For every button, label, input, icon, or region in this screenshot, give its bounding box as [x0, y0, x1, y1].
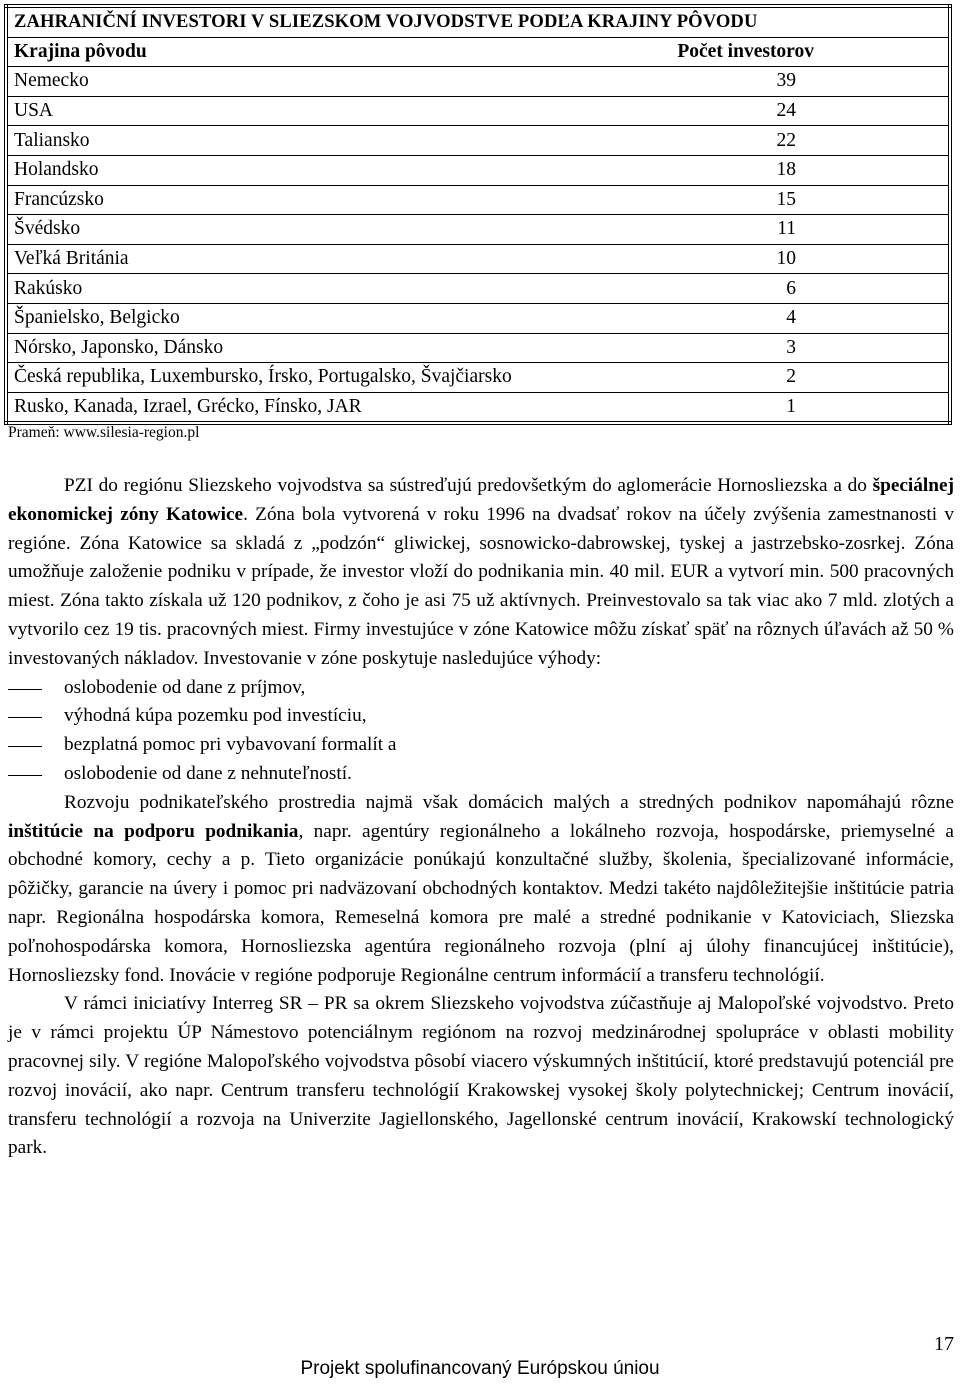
table-title: ZAHRANIČNÍ INVESTORI V SLIEZSKOM VOJVODSTVE PODĽA KRAJINY PÔVODU — [14, 11, 758, 33]
list-item: oslobodenie od dane z nehnuteľností. — [8, 760, 954, 789]
country-cell: Španielsko, Belgicko — [6, 303, 671, 333]
country-cell: Veľká Británia — [6, 244, 671, 274]
paragraph-1-text-a: PZI do regiónu Sliezskeho vojvodstva sa sústreďujú predovšetkým do aglomerácie Hornosliezska a do — [64, 475, 873, 496]
count-cell: 24 — [671, 96, 950, 126]
column-header-count: Počet investorov — [671, 37, 950, 67]
table-row — [6, 392, 950, 423]
table-row — [6, 215, 950, 245]
count-cell: 10 — [671, 244, 950, 274]
country-cell: Nórsko, Japonsko, Dánsko — [6, 333, 671, 363]
country-cell: USA — [6, 96, 671, 126]
body-text — [8, 472, 954, 1163]
count-cell: 2 — [671, 363, 950, 393]
count-cell: 39 — [671, 67, 950, 97]
count-cell: 18 — [671, 155, 950, 185]
paragraph-1-text-b: . Zóna bola vytvorená v roku 1996 na dvadsať rokov na účely zvýšenia zamestnanosti v regióne. Zóna Katowice sa skladá z „podzón“ gliwickej, sosnowicko-dabrowskej, tyskej a jastrzebsko-zosrkej. Zóna umožňuje založenie podniku v prípade, že investor vloží do podnikania min. 40 mil. EUR a vytvorí min. 500 pracovných miest. Zóna takto získala už 120 podnikov, z čoho je asi 75 už aktívnych. Preinvestovalo sa tak viac ako 7 mld. zlotých a vytvorilo cez 19 tis. pracovných miest. Firmy investujúce v zóne Katowice môžu získať späť na rôznych úľavách až 50 % investovaných nákladov. Investovanie v zóne poskytuje nasledujúce výhody: — [8, 503, 955, 669]
country-cell: Rusko, Kanada, Izrael, Grécko, Fínsko, JAR — [6, 392, 671, 423]
table-row — [6, 96, 950, 126]
page-footer: Projekt spolufinancovaný Európskou úniou — [300, 1358, 660, 1379]
table-row — [6, 67, 950, 97]
table-row — [6, 363, 950, 393]
paragraph-2-bold: inštitúcie na podporu podnikania — [8, 820, 299, 842]
table-row — [6, 126, 950, 156]
paragraph-2-text-b: , napr. agentúry regionálneho a lokálneho rozvoja, hospodárske, priemyselné a obchodné komory, cechy a p. Tieto organizácie ponúkajú konzultačné služby, školenia, špecializované informácie, pôžičky, garancie na úvery i pomoc pri nadväzovaní obchodných kontaktov. Medzi takéto najdôležitejšie inštitúcie patria napr. Regionálna hospodárska komora, Remeselná komora pre malé a stredné podnikanie v Katoviciach, Sliezska poľnohospodárska komora, Hornosliezska agentúra regionálneho rozvoja (plní aj úlohy financujúcej inštitúcie), Hornosliezsky fond. Inovácie v regióne podporuje Regionálne centrum informácií a transferu technológií. — [8, 820, 954, 986]
table-row — [6, 155, 950, 185]
country-cell: Francúzsko — [6, 185, 671, 215]
investors-table — [4, 4, 952, 425]
list-item: bezplatná pomoc pri vybavovaní formalít a — [8, 731, 954, 760]
paragraph-2-text-a: Rozvoju podnikateľského prostredia najmä však domácich malých a stredných podnikov napomáhajú rôzne — [64, 791, 954, 813]
list-item: výhodná kúpa pozemku pod investíciu, — [8, 702, 954, 731]
list-item: oslobodenie od dane z príjmov, — [8, 674, 954, 703]
table-title-row — [6, 6, 950, 37]
table-row — [6, 303, 950, 333]
table-row — [6, 244, 950, 274]
country-cell: Holandsko — [6, 155, 671, 185]
count-cell: 3 — [671, 333, 950, 363]
count-cell: 15 — [671, 185, 950, 215]
country-cell: Taliansko — [6, 126, 671, 156]
table-row — [6, 274, 950, 304]
paragraph-2 — [8, 789, 954, 991]
table-row — [6, 333, 950, 363]
country-cell: Nemecko — [6, 67, 671, 97]
count-cell: 11 — [671, 215, 950, 245]
page-number: 17 — [934, 1333, 954, 1355]
table-header-row — [6, 37, 950, 67]
paragraph-1-bold: špeciálnej ekonomickej zóny Katowice — [8, 475, 954, 525]
table-row — [6, 185, 950, 215]
country-cell: Česká republika, Luxembursko, Írsko, Portugalsko, Švajčiarsko — [6, 363, 671, 393]
country-cell: Švédsko — [6, 215, 671, 245]
country-cell: Rakúsko — [6, 274, 671, 304]
count-cell: 1 — [671, 392, 950, 423]
paragraph-1 — [8, 472, 954, 674]
column-header-country: Krajina pôvodu — [6, 37, 671, 67]
count-cell: 6 — [671, 274, 950, 304]
paragraph-3: V rámci iniciatívy Interreg SR – PR sa okrem Sliezskeho vojvodstva zúčastňuje aj Malopoľské vojvodstvo. Preto je v rámci projektu ÚP Námestovo potenciálnym regiónom na rozvoj medzinárodnej spolupráce v oblasti mobility pracovnej sily. V regióne Malopoľského vojvodstva pôsobí viacero výskumných inštitúcií, ktoré predstavujú potenciál pre rozvoj inovácií, ako napr. Centrum transferu technológií Krakowskej vysokej školy polytechnickej; Centrum inovácií, transferu technológií a rozvoja na Univerzite Jagiellonského, Jagellonské centrum inovácií, Krakowskí technologický park. — [8, 993, 954, 1159]
table-source: Prameň: www.silesia-region.pl — [8, 424, 200, 441]
count-cell: 22 — [671, 126, 950, 156]
count-cell: 4 — [671, 303, 950, 333]
